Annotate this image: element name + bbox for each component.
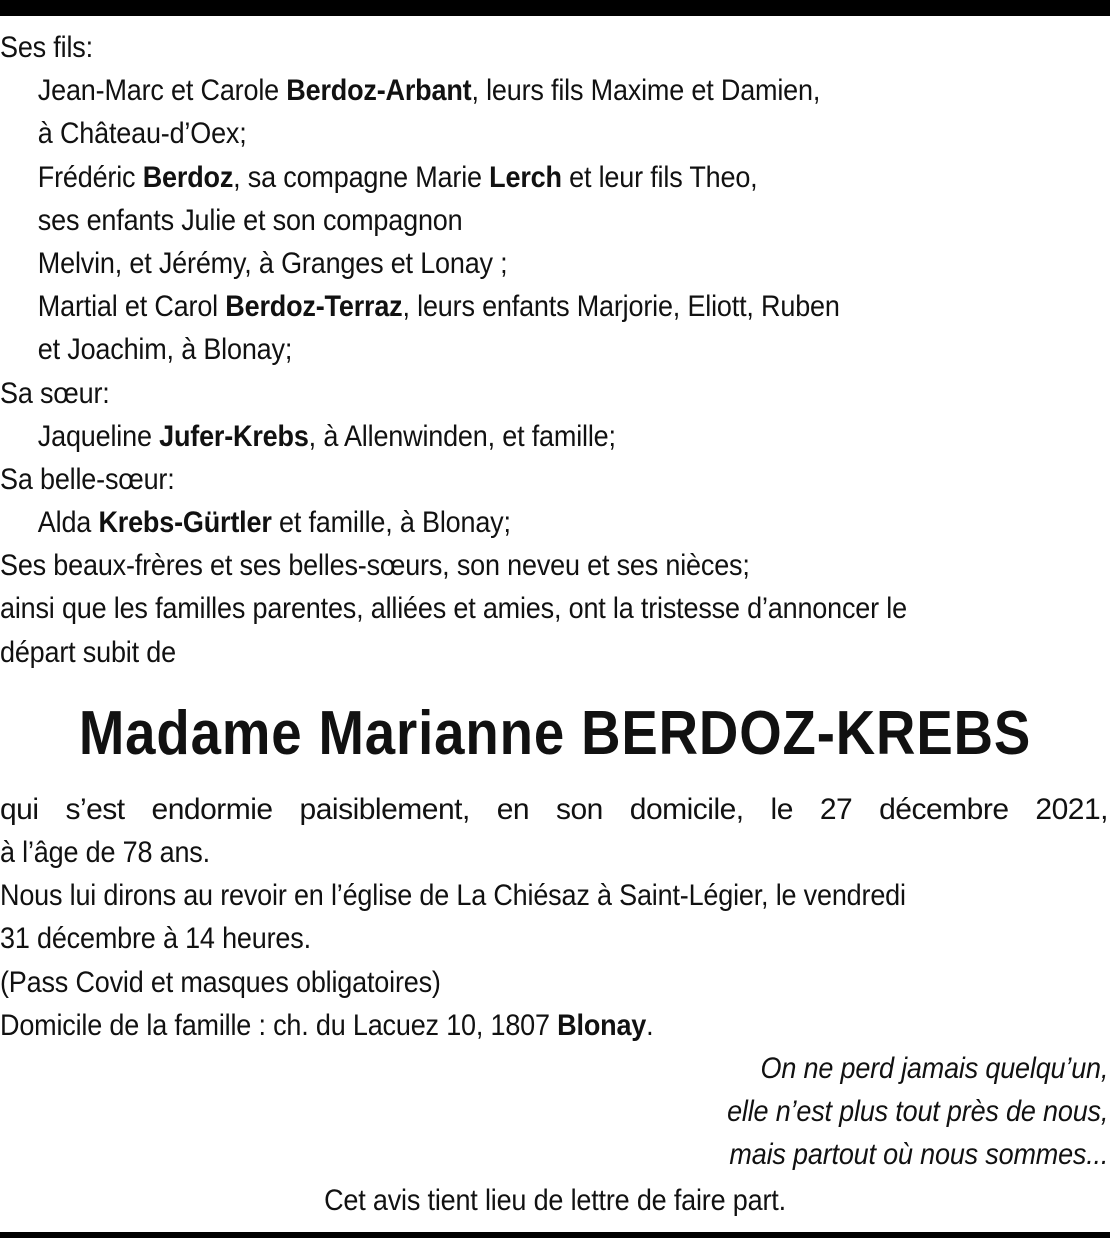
deceased-name: Madame Marianne BERDOZ-KREBS [78,698,1032,768]
family-line-jaqueline: Jaqueline Jufer-Krebs, à Allenwinden, et famille; [37,419,616,453]
belle-soeur-heading: Sa belle-sœur: [0,462,175,496]
beaux-freres-line: Ses beaux-frères et ses belles-sœurs, son neveu et ses nièces; [0,549,750,583]
passing-word: qui [0,792,39,826]
passing-word: paisiblement, [299,792,470,826]
age-line: à l’âge de 78 ans. [0,836,210,869]
family-line-berdoz-arbant: Jean-Marc et Carole Berdoz-Arbant, leurs fils Maxime et Damien, [37,74,821,108]
top-border [0,0,1110,16]
family-line-frederic: Frédéric Berdoz, sa compagne Marie Lerch et leur fils Theo, [37,160,758,194]
passing-word: s’est [65,792,125,826]
service-line-2: 31 décembre à 14 heures. [0,922,311,956]
surname-berdoz-terraz: Berdoz-Terraz [225,290,403,324]
passing-word: 2021, [1035,792,1108,826]
surname-berdoz-arbant: Berdoz-Arbant [286,74,472,108]
domicile-town: Blonay [557,1008,647,1042]
passing-word: 27 [819,792,853,826]
surname-jufer-krebs: Jufer-Krebs [159,419,309,453]
passing-line [0,788,1110,831]
surname-lerch: Lerch [489,160,562,194]
closing-note: Cet avis tient lieu de lettre de faire part. [324,1183,786,1217]
bottom-border [0,1232,1110,1238]
passing-word: son [555,792,603,826]
verse-line-1: On ne perd jamais quelqu’un, [760,1051,1109,1085]
covid-line: (Pass Covid et masques obligatoires) [0,965,441,999]
obituary-notice [0,26,1110,1222]
family-line-joachim: et Joachim, à Blonay; [37,333,293,367]
family-line-alda: Alda Krebs-Gürtler et famille, à Blonay; [37,506,511,540]
domicile-line: Domicile de la famille : ch. du Lacuez 10, 1807 Blonay. [0,1008,654,1042]
passing-word: décembre [879,792,1009,826]
verse-line-3: mais partout où nous sommes... [729,1138,1109,1172]
fils-heading: Ses fils: [0,31,93,64]
family-line-martial: Martial et Carol Berdoz-Terraz, leurs enfants Marjorie, Eliott, Ruben [37,290,840,324]
soeur-heading: Sa sœur: [0,376,110,410]
family-line-chateau-doex: à Château-d’Oex; [37,117,247,151]
announcement-line-1: ainsi que les familles parentes, alliées et amies, ont la tristesse d’annoncer le [0,592,907,626]
verse-line-2: elle n’est plus tout près de nous, [727,1095,1109,1129]
passing-word: en [496,792,530,826]
passing-word: le [770,792,793,826]
passing-word: domicile, [629,792,744,826]
passing-word: endormie [151,792,273,826]
family-line-julie: ses enfants Julie et son compagnon [37,203,463,237]
announcement-line-2: départ subit de [0,635,176,669]
service-line-1: Nous lui dirons au revoir en l’église de La Chiésaz à Saint-Légier, le vendredi [0,879,906,913]
surname-krebs-gurtler: Krebs-Gürtler [98,506,272,540]
family-line-melvin: Melvin, et Jérémy, à Granges et Lonay ; [37,246,508,280]
surname-berdoz: Berdoz [142,160,234,194]
